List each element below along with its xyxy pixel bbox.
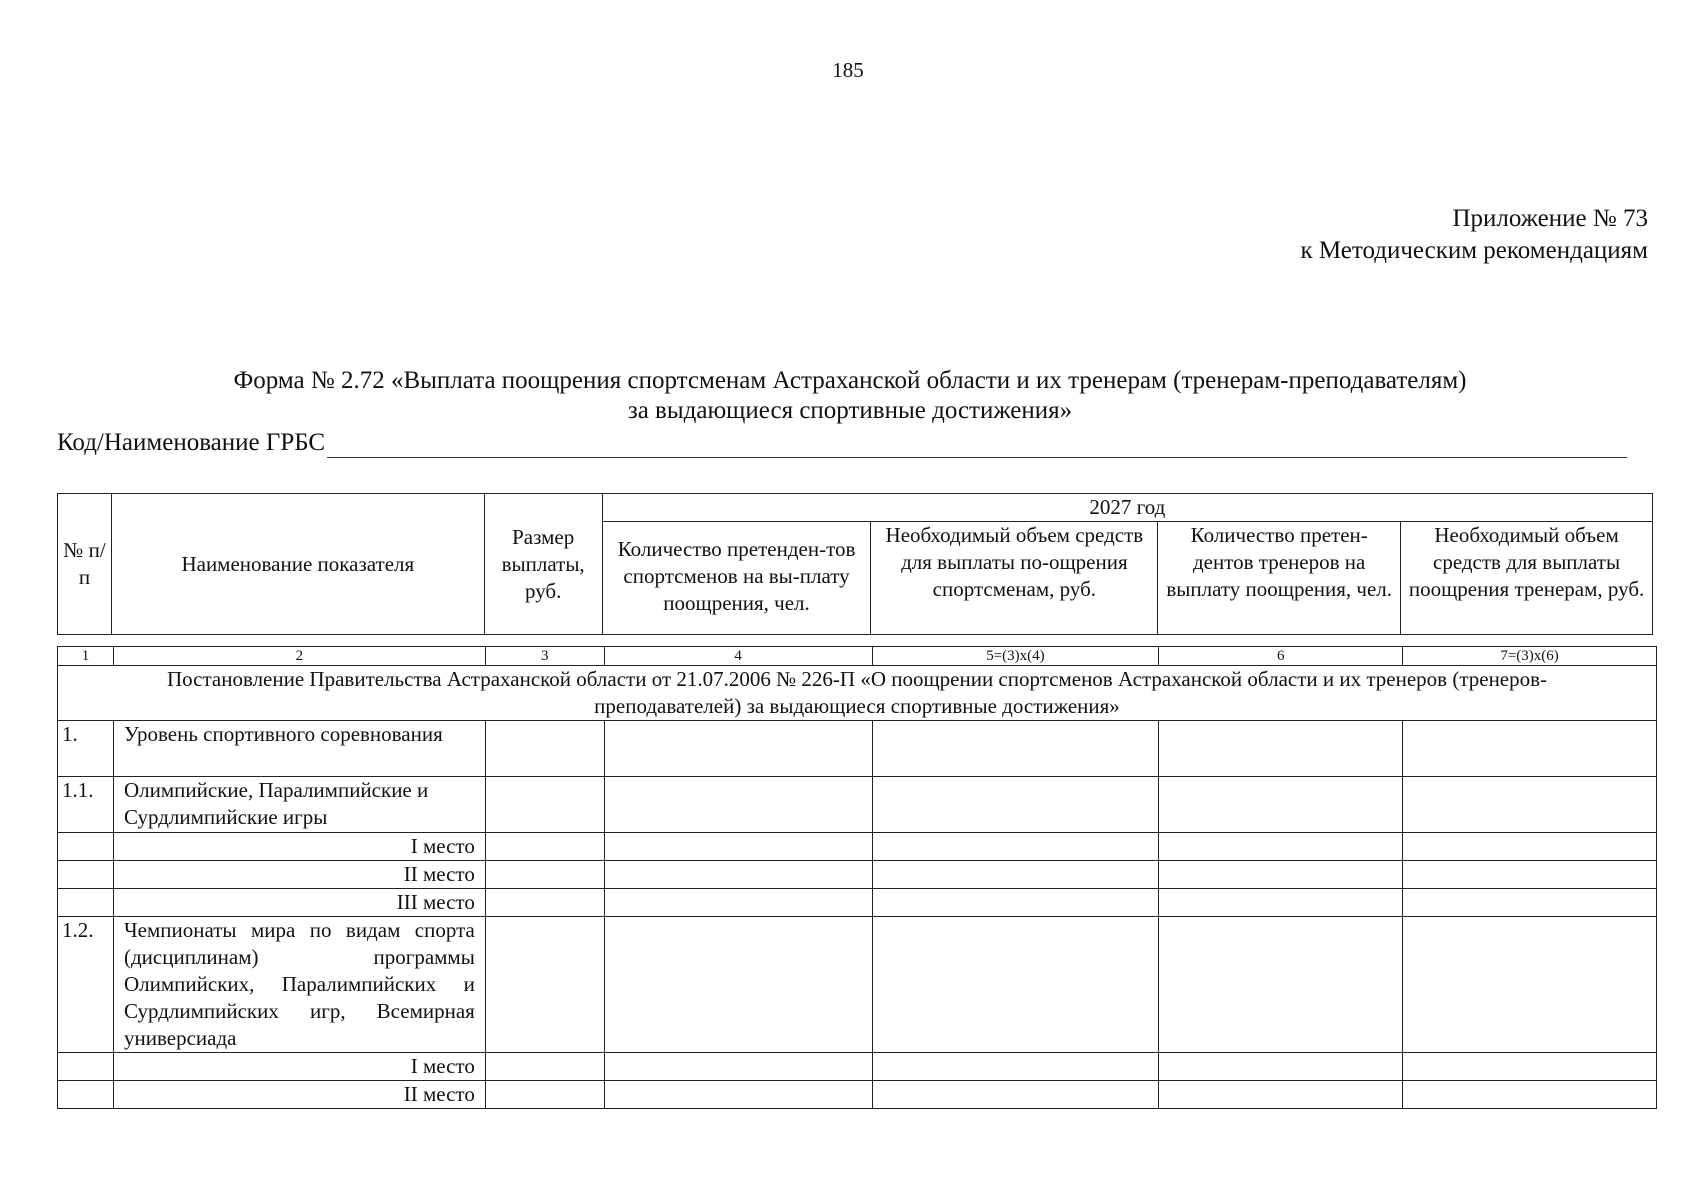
cell-size[interactable] [485,721,604,777]
cell-col7[interactable] [1403,889,1657,917]
header-col4: Количество претенден-тов спортсменов на вы-плату поощрения, чел. [602,522,871,635]
cell-size[interactable] [485,777,604,833]
row-name: Олимпийские, Паралимпийские и Сурдлимпийские игры [113,777,485,833]
header-col6: Количество претен-дентов тренеров на выплату поощрения, чел. [1158,522,1401,635]
header-col7: Необходимый объем средств для выплаты поощрения тренерам, руб. [1401,522,1653,635]
row-num [58,1053,114,1081]
appendix-line-1: Приложение № 73 [1452,205,1648,232]
cell-col7[interactable] [1403,721,1657,777]
table-row [58,777,1657,833]
appendix-line-2: к Методическим рекомендациям [1300,237,1648,264]
row-name: Чемпионаты мира по видам спорта (дисциплинам) программы Олимпийских, Паралимпийских и Сурдлимпийских игр, Всемирная универсиада [113,917,485,1053]
cell-col7[interactable] [1403,917,1657,1053]
cell-size[interactable] [485,1053,604,1081]
cell-col6[interactable] [1159,721,1403,777]
row-num: 1.1. [58,777,114,833]
cell-col4[interactable] [604,777,872,833]
cell-col6[interactable] [1159,1053,1403,1081]
column-number-row [58,647,1657,666]
cell-col7[interactable] [1403,777,1657,833]
cell-size[interactable] [485,1081,604,1109]
cell-col6[interactable] [1159,889,1403,917]
header-year: 2027 год [602,494,1652,522]
table-row [58,1081,1657,1109]
table-row [58,833,1657,861]
cell-col7[interactable] [1403,1081,1657,1109]
cell-col4[interactable] [604,1081,872,1109]
row-name: III место [113,889,485,917]
row-num: 1. [58,721,114,777]
cell-col4[interactable] [604,721,872,777]
row-name: I место [113,1053,485,1081]
table-row [58,889,1657,917]
row-name: II место [113,1081,485,1109]
cell-col5[interactable] [872,721,1159,777]
cell-size[interactable] [485,833,604,861]
row-num [58,833,114,861]
column-number: 3 [485,647,604,666]
row-num: 1.2. [58,917,114,1053]
column-number: 1 [58,647,114,666]
header-col5: Необходимый объем средств для выплаты по-ощрения спортсменам, руб. [871,522,1158,635]
cell-size[interactable] [485,889,604,917]
cell-col6[interactable] [1159,833,1403,861]
form-title-line-2: за выдающиеся спортивные достижения» [627,397,1073,424]
column-number: 2 [113,647,485,666]
cell-col6[interactable] [1159,861,1403,889]
cell-col6[interactable] [1159,917,1403,1053]
column-number: 4 [604,647,872,666]
column-number: 5=(3)x(4) [872,647,1159,666]
table-row [58,1053,1657,1081]
row-num [58,889,114,917]
row-name: II место [113,861,485,889]
cell-col6[interactable] [1159,777,1403,833]
table-row [58,721,1657,777]
decree-text: Постановление Правительства Астраханской области от 21.07.2006 № 226-П «О поощрении спортсменов Астраханской области и их тренеров (тренеров-преподавателей) за выдающиеся спортивные достижения» [58,666,1657,721]
header-num: № п/п [58,494,112,635]
column-number: 7=(3)x(6) [1403,647,1657,666]
grbs-blank-line[interactable] [327,431,1627,458]
cell-col5[interactable] [872,1081,1159,1109]
cell-col5[interactable] [872,1053,1159,1081]
grbs-field [57,428,1627,458]
cell-col5[interactable] [872,777,1159,833]
row-name: Уровень спортивного соревнования [113,721,485,777]
cell-col4[interactable] [604,1053,872,1081]
row-name: I место [113,833,485,861]
cell-col5[interactable] [872,889,1159,917]
cell-col4[interactable] [604,917,872,1053]
form-title-line-1: Форма № 2.72 «Выплата поощрения спортсменам Астраханской области и их тренерам (тренерам-преподавателям) [233,367,1467,394]
decree-row [58,666,1657,721]
page-number: 185 [832,58,864,82]
cell-col5[interactable] [872,917,1159,1053]
appendix-note [1300,203,1648,267]
data-table [57,646,1657,1109]
cell-size[interactable] [485,917,604,1053]
cell-col7[interactable] [1403,833,1657,861]
row-num [58,1081,114,1109]
cell-col4[interactable] [604,833,872,861]
table-row [58,917,1657,1053]
row-num [58,861,114,889]
form-title [100,366,1600,426]
header-name: Наименование показателя [111,494,484,635]
cell-col5[interactable] [872,833,1159,861]
column-number: 6 [1159,647,1403,666]
cell-size[interactable] [485,861,604,889]
header-table [57,493,1653,635]
cell-col7[interactable] [1403,861,1657,889]
header-size: Размер выплаты, руб. [484,494,602,635]
cell-col4[interactable] [604,861,872,889]
cell-col7[interactable] [1403,1053,1657,1081]
cell-col5[interactable] [872,861,1159,889]
cell-col4[interactable] [604,889,872,917]
table-row [58,861,1657,889]
grbs-label: Код/Наименование ГРБС [57,429,326,456]
cell-col6[interactable] [1159,1081,1403,1109]
